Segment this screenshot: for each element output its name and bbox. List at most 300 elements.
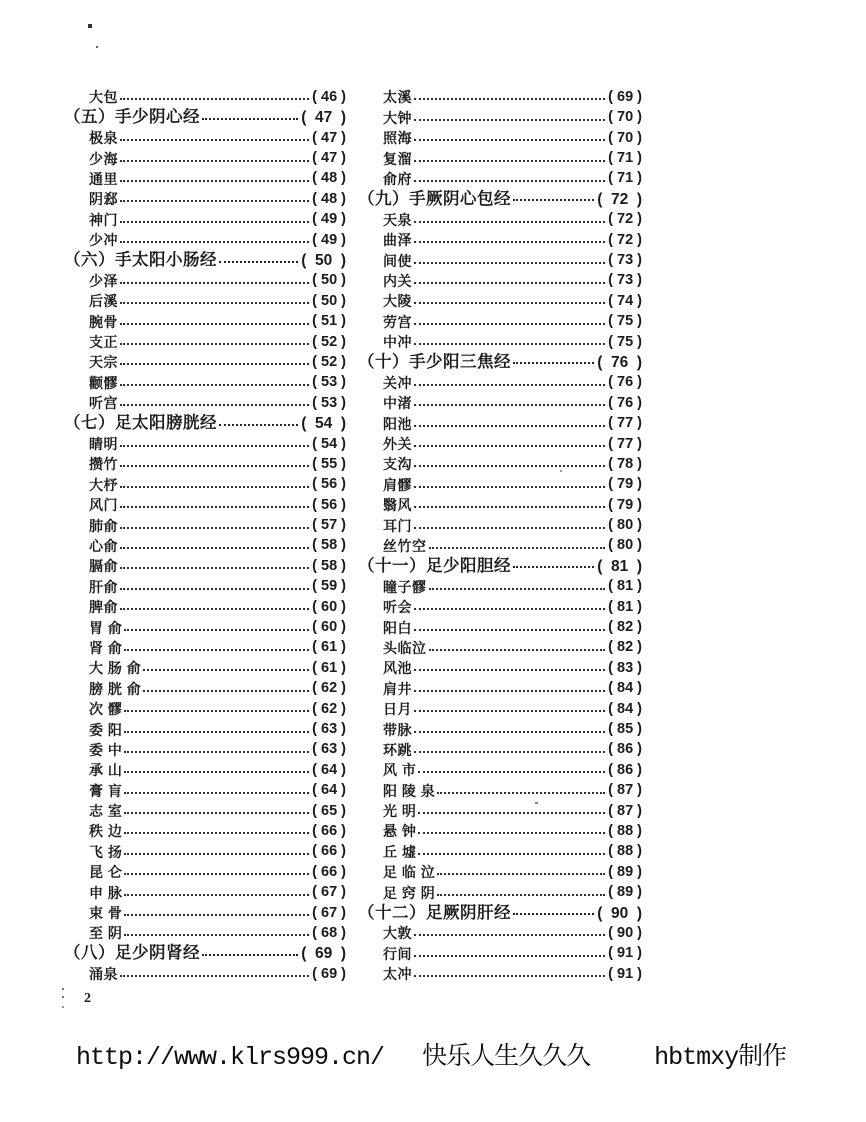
dotted-leader — [120, 384, 309, 386]
toc-entry-row — [358, 208, 642, 228]
scan-speck — [62, 1006, 64, 1008]
toc-page-number: ( 56 ) — [312, 476, 346, 493]
toc-title: 大敦 — [383, 925, 412, 942]
toc-column-left — [64, 86, 346, 983]
toc-page-number: ( 77 ) — [608, 435, 642, 452]
toc-title: 少泽 — [89, 272, 118, 289]
toc-title: 天泉 — [383, 211, 412, 228]
toc-title: 大包 — [89, 89, 118, 106]
dotted-leader — [219, 261, 298, 263]
toc-page-number: ( 61 ) — [312, 659, 346, 676]
toc-entry-row — [64, 453, 346, 473]
dotted-leader — [143, 669, 309, 671]
dotted-leader — [124, 751, 309, 753]
toc-page-number: ( 76 ) — [608, 374, 642, 391]
toc-title: 肩髎 — [383, 476, 412, 493]
dotted-leader — [414, 731, 605, 733]
toc-title: 秩 边 — [89, 823, 123, 840]
toc-entry-row — [358, 453, 642, 473]
toc-section-row — [64, 249, 346, 269]
toc-page-number: ( 50 ) — [312, 292, 346, 309]
toc-entry-row — [64, 677, 346, 697]
footer-site-name: 快乐人生久久久 — [422, 1043, 591, 1072]
toc-title: 委 阳 — [89, 721, 123, 738]
dotted-leader — [202, 954, 298, 956]
toc-page-number: ( 68 ) — [312, 924, 346, 941]
dotted-leader — [124, 710, 309, 712]
dotted-leader — [124, 832, 309, 834]
toc-title: 肝俞 — [89, 578, 118, 595]
dotted-leader — [124, 853, 309, 855]
toc-entry-row — [358, 514, 642, 534]
dotted-leader — [414, 506, 605, 508]
dotted-leader — [414, 262, 605, 264]
dotted-leader — [414, 282, 605, 284]
dotted-leader — [414, 343, 605, 345]
dotted-leader — [124, 934, 309, 936]
toc-title: 至 阴 — [89, 925, 123, 942]
toc-title: （十）手少阳三焦经 — [358, 352, 511, 371]
toc-title: 支沟 — [383, 456, 412, 473]
toc-title: 攒竹 — [89, 456, 118, 473]
toc-page-number: ( 82 ) — [608, 619, 642, 636]
dotted-leader — [120, 241, 309, 243]
toc-entry-row — [358, 942, 642, 962]
toc-title: 后溪 — [89, 293, 118, 310]
toc-title: 大 肠 俞 — [89, 660, 142, 677]
toc-page-number: ( 77 ) — [608, 415, 642, 432]
dotted-leader — [513, 913, 594, 915]
dotted-leader — [120, 445, 309, 447]
toc-page-number: ( 57 ) — [312, 517, 346, 534]
toc-page-number: ( 73 ) — [608, 252, 642, 269]
toc-title: （十一）足少阳胆经 — [358, 556, 511, 575]
dotted-leader — [437, 894, 605, 896]
dotted-leader — [429, 547, 606, 549]
toc-page-number: ( 71 ) — [608, 150, 642, 167]
toc-entry-row — [64, 718, 346, 738]
dotted-leader — [414, 221, 605, 223]
toc-title: 风 市 — [383, 762, 417, 779]
toc-title: 阳白 — [383, 619, 412, 636]
toc-title: 少海 — [89, 150, 118, 167]
toc-page-number: ( 70 ) — [608, 129, 642, 146]
toc-page-number: ( 55 ) — [312, 455, 346, 472]
toc-page-number: ( 71 ) — [608, 170, 642, 187]
toc-title: 极泉 — [89, 130, 118, 147]
toc-entry-row — [64, 208, 346, 228]
toc-entry-row — [64, 188, 346, 208]
dotted-leader — [414, 302, 605, 304]
toc-page-number: ( 52 ) — [312, 333, 346, 350]
scan-speck — [62, 996, 64, 998]
toc-title: 胃 俞 — [89, 619, 123, 636]
toc-title: 丘 墟 — [383, 843, 417, 860]
toc-entry-row — [64, 229, 346, 249]
toc-page-number: ( 76 ) — [597, 353, 642, 371]
toc-page-number: ( 87 ) — [608, 802, 642, 819]
toc-title: 足 窍 阴 — [383, 884, 436, 901]
toc-page-number: ( 54 ) — [301, 415, 346, 433]
dotted-leader — [124, 629, 309, 631]
toc-title: 脾俞 — [89, 599, 118, 616]
toc-title: （九）手厥阴心包经 — [358, 189, 511, 208]
dotted-leader — [120, 282, 309, 284]
toc-page-number: ( 61 ) — [312, 639, 346, 656]
toc-title: 外关 — [383, 436, 412, 453]
toc-entry-row — [358, 392, 642, 412]
dotted-leader — [120, 200, 309, 202]
toc-entry-row — [358, 616, 642, 636]
toc-title: 肾 俞 — [89, 639, 123, 656]
dotted-leader — [414, 486, 605, 488]
toc-title: 环跳 — [383, 741, 412, 758]
toc-page-number: ( 60 ) — [312, 619, 346, 636]
toc-entry-row — [64, 433, 346, 453]
toc-section-row — [358, 188, 642, 208]
toc-page-number: ( 51 ) — [312, 313, 346, 330]
toc-title: 阴郄 — [89, 191, 118, 208]
toc-entry-row — [358, 575, 642, 595]
toc-title: 腕骨 — [89, 313, 118, 330]
toc-entry-row — [64, 637, 346, 657]
toc-page-number: ( 52 ) — [312, 353, 346, 370]
toc-page-number: ( 81 ) — [597, 557, 642, 575]
toc-page-number: ( 73 ) — [608, 272, 642, 289]
toc-title: 心俞 — [89, 537, 118, 554]
toc-entry-row — [358, 270, 642, 290]
toc-title: 内关 — [383, 272, 412, 289]
toc-page-number: ( 86 ) — [608, 741, 642, 758]
toc-entry-row — [64, 270, 346, 290]
toc-entry-row — [64, 800, 346, 820]
toc-page-number: ( 62 ) — [312, 700, 346, 717]
toc-page-number: ( 62 ) — [312, 680, 346, 697]
toc-section-row — [358, 555, 642, 575]
dotted-leader — [202, 118, 298, 120]
toc-entry-row — [64, 616, 346, 636]
dotted-leader — [124, 812, 309, 814]
toc-page-number: ( 88 ) — [608, 822, 642, 839]
toc-page-number: ( 74 ) — [608, 292, 642, 309]
dotted-leader — [414, 241, 605, 243]
toc-page-number: ( 47 ) — [301, 109, 346, 127]
toc-page-number: ( 72 ) — [608, 231, 642, 248]
dotted-leader — [437, 873, 605, 875]
toc-page-number: ( 79 ) — [608, 476, 642, 493]
toc-page-number: ( 90 ) — [608, 924, 642, 941]
dotted-leader — [120, 975, 309, 977]
dotted-leader — [124, 792, 309, 794]
toc-page-number: ( 63 ) — [312, 741, 346, 758]
toc-title: 太溪 — [383, 89, 412, 106]
toc-entry-row — [64, 351, 346, 371]
toc-title: 肩井 — [383, 680, 412, 697]
toc-page-number: ( 58 ) — [312, 557, 346, 574]
toc-page-number: ( 89 ) — [608, 863, 642, 880]
dotted-leader — [120, 608, 309, 610]
toc-title: 头临泣 — [383, 639, 427, 656]
toc-page-number: ( 81 ) — [608, 598, 642, 615]
toc-section-row — [64, 106, 346, 126]
toc-column-right — [358, 86, 642, 983]
toc-entry-row — [358, 779, 642, 799]
toc-page-number: ( 64 ) — [312, 761, 346, 778]
dotted-leader — [414, 445, 605, 447]
toc-page-number: ( 89 ) — [608, 884, 642, 901]
dotted-leader — [414, 323, 605, 325]
toc-page-number: ( 84 ) — [608, 680, 642, 697]
toc-page-number: ( 47 ) — [312, 150, 346, 167]
toc-entry-row — [358, 331, 642, 351]
toc-title: 悬 钟 — [383, 823, 417, 840]
toc-entry-row — [358, 433, 642, 453]
toc-page-number: ( 63 ) — [312, 721, 346, 737]
toc-entry-row — [358, 249, 642, 269]
footer-credit: hbtmxy制作 — [654, 1043, 787, 1072]
dotted-leader — [124, 894, 309, 896]
dotted-leader — [143, 690, 309, 692]
toc-entry-row — [64, 820, 346, 840]
dotted-leader — [414, 690, 605, 692]
footer-watermark — [76, 1036, 796, 1072]
dotted-leader — [219, 424, 298, 426]
toc-title: （六）手太阳小肠经 — [64, 251, 217, 270]
toc-page-number: ( 80 ) — [608, 537, 642, 554]
toc-title: 翳风 — [383, 497, 412, 514]
toc-page-number: ( 64 ) — [312, 782, 346, 799]
dotted-leader — [120, 363, 309, 365]
toc-page-number: ( 50 ) — [301, 252, 346, 270]
dotted-leader — [120, 404, 309, 406]
toc-entry-row — [64, 473, 346, 493]
toc-page-number: ( 69 ) — [301, 945, 346, 963]
dotted-leader — [414, 955, 605, 957]
toc-title: 太冲 — [383, 966, 412, 983]
dotted-leader — [414, 139, 605, 141]
toc-title: 听宫 — [89, 395, 118, 412]
toc-title: 大钟 — [383, 109, 412, 126]
toc-title: 风池 — [383, 660, 412, 677]
toc-page-number: ( 88 ) — [608, 843, 642, 860]
toc-entry-row — [358, 820, 642, 840]
dotted-leader — [414, 180, 605, 182]
toc-title: 足 临 泣 — [383, 864, 436, 881]
toc-title: 关冲 — [383, 374, 412, 391]
dotted-leader — [124, 649, 309, 651]
dotted-leader — [120, 343, 309, 345]
toc-title: 支正 — [89, 334, 118, 351]
toc-entry-row — [358, 657, 642, 677]
toc-page-number: ( 59 ) — [312, 578, 346, 595]
dotted-leader — [124, 914, 309, 916]
toc-title: 中冲 — [383, 334, 412, 351]
toc-entry-row — [64, 922, 346, 942]
toc-page-number: ( 49 ) — [312, 231, 346, 248]
dotted-leader — [120, 323, 309, 325]
toc-title: 丝竹空 — [383, 537, 427, 554]
toc-page-number: ( 70 ) — [608, 109, 642, 126]
dotted-leader — [429, 649, 606, 651]
toc-title: 照海 — [383, 130, 412, 147]
toc-entry-row — [358, 494, 642, 514]
toc-title: 膏 肓 — [89, 782, 123, 799]
toc-entry-row — [358, 310, 642, 330]
toc-title: 委 中 — [89, 741, 123, 758]
toc-entry-row — [358, 371, 642, 391]
dotted-leader — [414, 384, 605, 386]
scan-speck — [62, 988, 64, 990]
toc-page-number: ( 84 ) — [608, 700, 642, 717]
toc-entry-row — [358, 739, 642, 759]
dotted-leader — [418, 832, 605, 834]
toc-title: 志 室 — [89, 803, 123, 820]
scan-speck — [88, 24, 92, 28]
toc-title: 涌泉 — [89, 966, 118, 983]
dotted-leader — [414, 98, 605, 100]
toc-page-number: ( 91 ) — [608, 945, 642, 962]
toc-entry-row — [64, 494, 346, 514]
toc-page-number: ( 49 ) — [312, 211, 346, 228]
dotted-leader — [120, 221, 309, 223]
toc-title: 申 脉 — [89, 884, 123, 901]
dotted-leader — [418, 771, 605, 773]
toc-entry-row — [64, 779, 346, 799]
toc-entry-row — [358, 412, 642, 432]
toc-entry-row — [64, 881, 346, 901]
toc-title: （八）足少阴肾经 — [64, 944, 200, 963]
toc-page-number: ( 78 ) — [608, 455, 642, 472]
toc-title: 风门 — [89, 497, 118, 514]
toc-page-number: ( 86 ) — [608, 761, 642, 778]
toc-entry-row — [64, 861, 346, 881]
dotted-leader — [414, 608, 605, 610]
dotted-leader — [414, 934, 605, 936]
dotted-leader — [513, 362, 594, 364]
dotted-leader — [414, 710, 605, 712]
toc-entry-row — [64, 555, 346, 575]
toc-page-number: ( 53 ) — [312, 394, 346, 411]
toc-page-number: ( 83 ) — [608, 659, 642, 676]
toc-page-number: ( 53 ) — [312, 374, 346, 391]
dotted-leader — [124, 873, 309, 875]
toc-page-number: ( 66 ) — [312, 863, 346, 880]
toc-entry-row — [358, 637, 642, 657]
dotted-leader — [513, 566, 594, 568]
toc-entry-row — [64, 657, 346, 677]
toc-entry-row — [358, 147, 642, 167]
toc-entry-row — [358, 718, 642, 738]
toc-title: 承 山 — [89, 762, 123, 779]
toc-title: 曲泽 — [383, 232, 412, 249]
toc-entry-row — [358, 290, 642, 310]
toc-title: 光 明 — [383, 803, 417, 820]
toc-page-number: ( 60 ) — [312, 598, 346, 615]
toc-page-number: ( 76 ) — [608, 394, 642, 411]
toc-title: 耳门 — [383, 517, 412, 534]
toc-page-number: ( 58 ) — [312, 537, 346, 554]
dotted-leader — [120, 486, 309, 488]
toc-entry-row — [358, 881, 642, 901]
toc-page-number: ( 48 ) — [312, 190, 346, 207]
dotted-leader — [120, 506, 309, 508]
toc-page-number: ( 87 ) — [608, 782, 642, 799]
toc-title: 睛明 — [89, 436, 118, 453]
toc-entry-row — [358, 535, 642, 555]
toc-page-number: ( 65 ) — [312, 802, 346, 819]
toc-title: 膀 胱 俞 — [89, 680, 142, 697]
toc-page-number: ( 91 ) — [608, 965, 642, 982]
toc-entry-row — [64, 168, 346, 188]
toc-entry-row — [64, 698, 346, 718]
toc-title: 昆 仑 — [89, 864, 123, 881]
toc-title: 阳 陵 泉 — [383, 782, 436, 799]
toc-title: 束 骨 — [89, 905, 123, 922]
dotted-leader — [120, 567, 309, 569]
toc-entry-row — [358, 861, 642, 881]
scan-speck — [96, 46, 98, 48]
toc-title: 阳池 — [383, 415, 412, 432]
toc-title: 肺俞 — [89, 517, 118, 534]
dotted-leader — [414, 629, 605, 631]
toc-entry-row — [358, 800, 642, 820]
toc-title: （十二）足厥阴肝经 — [358, 903, 511, 922]
toc-entry-row — [358, 596, 642, 616]
toc-page-number: ( 80 ) — [608, 517, 642, 534]
toc-title: 少冲 — [89, 232, 118, 249]
dotted-leader — [120, 527, 309, 529]
toc-title: 通里 — [89, 170, 118, 187]
toc-title: （七）足太阳膀胱经 — [64, 414, 217, 433]
toc-title: 膈俞 — [89, 558, 118, 575]
toc-entry-row — [64, 147, 346, 167]
toc-page-number: ( 48 ) — [312, 170, 346, 187]
toc-entry-row — [64, 575, 346, 595]
toc-page-number: ( 72 ) — [608, 211, 642, 228]
toc-entry-row — [358, 168, 642, 188]
toc-title: 劳宫 — [383, 313, 412, 330]
toc-entry-row — [64, 392, 346, 412]
dotted-leader — [414, 527, 605, 529]
toc-title: 复溜 — [383, 150, 412, 167]
toc-entry-row — [358, 127, 642, 147]
toc-title: 行间 — [383, 945, 412, 962]
toc-title: 俞府 — [383, 170, 412, 187]
toc-entry-row — [64, 596, 346, 616]
toc-title: 瞳子髎 — [383, 578, 427, 595]
toc-section-row — [64, 412, 346, 432]
toc-entry-row — [64, 840, 346, 860]
toc-title: 大杼 — [89, 476, 118, 493]
toc-page-number: ( 85 ) — [608, 721, 642, 737]
toc-entry-row — [64, 759, 346, 779]
dotted-leader — [120, 465, 309, 467]
toc-title: 天宗 — [89, 354, 118, 371]
toc-page-number: ( 69 ) — [608, 88, 642, 105]
toc-page-number: ( 66 ) — [312, 843, 346, 860]
toc-entry-row — [64, 739, 346, 759]
toc-section-row — [358, 902, 642, 922]
toc-page-number: ( 66 ) — [312, 822, 346, 839]
toc-page-number: ( 75 ) — [608, 313, 642, 330]
dotted-leader — [414, 404, 605, 406]
toc-entry-row — [358, 86, 642, 106]
toc-page-number: ( 50 ) — [312, 272, 346, 289]
toc-entry-row — [358, 106, 642, 126]
toc-entry-row — [358, 698, 642, 718]
toc-title: 中渚 — [383, 395, 412, 412]
toc-entry-row — [358, 922, 642, 942]
